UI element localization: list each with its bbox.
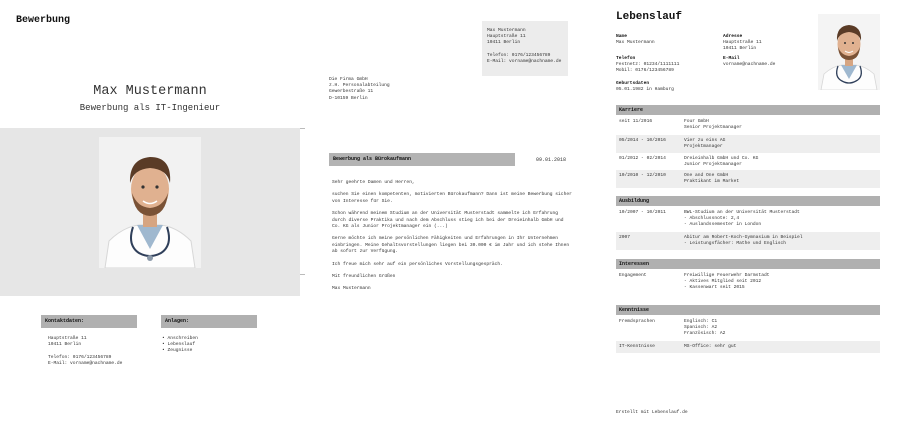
attachment-item: • Lebenslauf bbox=[162, 342, 198, 348]
cv-email-value: vorname@nachname.de bbox=[723, 62, 776, 68]
cv-entry-period: seit 11/2016 bbox=[619, 119, 653, 124]
cv-entry-line: Junior Projektmanager bbox=[684, 162, 742, 168]
cv-entry bbox=[616, 316, 880, 340]
cv-entry-line: Projektmanager bbox=[684, 144, 723, 150]
cv-entry-period: Engagement bbox=[619, 273, 647, 278]
contact-line: Telefon: 0176/123456789 bbox=[48, 354, 112, 360]
cv-name-value: Max Mustermann bbox=[616, 40, 655, 46]
cv-entry-line: Dreieinhalb GmbH und Co. KG bbox=[684, 156, 759, 161]
letter-paragraph: Gerne möchte ich meine persönlichen Fähigkeiten und Erfahrungen in Ihr Unternehmen einbringen. Meine Gehaltsvorstellungen liegen bei 30.000 € im Jahr und ich stehe Ihnen ab sofort zur Verfügung. bbox=[332, 236, 570, 255]
recipient-line: z.H. Personalabteilung bbox=[329, 83, 390, 89]
letter-paragraph: Sehr geehrte Damen und Herren, bbox=[332, 180, 415, 185]
cv-phone-block bbox=[616, 56, 679, 75]
letter-paragraph: Ich freue mich sehr auf ein persönliches Vorstellungsgespräch. bbox=[332, 261, 503, 267]
contact-line: 10411 Berlin bbox=[48, 342, 82, 348]
portrait-illustration bbox=[99, 137, 201, 268]
letter-paragraph: suchen Sie einen kompetenten, motivierten Bürokaufmann? Dann ist meine Bewerbung sicher von Interesse für Sie. bbox=[332, 192, 572, 204]
cv-entry-line: Spanisch: A2 bbox=[684, 325, 718, 331]
cv-address-block bbox=[723, 34, 762, 53]
cv-birth-value: 05.01.1982 in Hamburg bbox=[616, 87, 674, 93]
cv-entry-line: Französisch: A2 bbox=[684, 331, 726, 337]
cv-address-label: Adresse bbox=[723, 34, 743, 39]
cv-entry-line: Four GmbH bbox=[684, 119, 709, 124]
cv-entry bbox=[616, 207, 880, 231]
cv-entry-line: - Aktives Mitglied seit 2012 bbox=[684, 279, 762, 285]
cv-entry-line: - Kassenwart seit 2015 bbox=[684, 285, 745, 291]
cv-entry-period: 05/2014 - 10/2016 bbox=[619, 138, 666, 143]
cv-phone-line: Mobil: 0176/123456789 bbox=[616, 68, 674, 74]
cv-address-line: 10411 Berlin bbox=[723, 46, 757, 52]
cv-entry bbox=[616, 116, 880, 134]
application-subtitle: Bewerbung als IT-Ingenieur bbox=[79, 103, 221, 113]
recipient-line: Gewerbestraße 11 bbox=[329, 89, 374, 95]
sender-line: Max Mustermann bbox=[487, 28, 526, 33]
cv-birth-label: Geburtsdaten bbox=[616, 81, 650, 86]
cv-entry bbox=[616, 232, 880, 250]
cv-entry-period: 10/2010 - 12/2010 bbox=[619, 173, 666, 178]
cv-phone-line: Festnetz: 01234/1111111 bbox=[616, 62, 680, 68]
cover-heading: Bewerbung bbox=[16, 15, 71, 26]
contact-section-heading: Kontaktdaten: bbox=[41, 315, 137, 328]
cv-birth-block bbox=[616, 81, 674, 93]
cv-entry-period: 10/2007 - 10/2011 bbox=[619, 210, 666, 215]
cv-entry-period: Fremdsprachen bbox=[619, 319, 655, 324]
sender-line: E-Mail: vorname@nachname.de bbox=[487, 59, 562, 65]
cv-address-line: Hauptstraße 11 bbox=[723, 40, 762, 46]
letter-subject: Bewerbung als Bürokaufmann bbox=[329, 153, 515, 166]
sender-line: 10411 Berlin bbox=[487, 40, 521, 46]
letter-paragraph: Schon während meinem Studium an der Universität Musterstadt sammelte ich Erfahrung durch diverse Praktika und nach dem Abschluss stieg ich bei der Dreieinhalb GmbH und Co. KG als Junior Projektmanager ein (...) bbox=[332, 211, 564, 230]
letter-signature: Max Mustermann bbox=[332, 286, 371, 292]
attachment-item: • Anschreiben bbox=[162, 336, 198, 342]
applicant-name: Max Mustermann bbox=[93, 84, 207, 99]
cv-entry-line: Vier zu eins AG bbox=[684, 138, 726, 143]
attachment-item: • Zeugnisse bbox=[162, 348, 198, 354]
cv-entry-line: Freiwillige Feuerwehr Darmstadt bbox=[684, 273, 770, 278]
cv-phone-label: Telefon bbox=[616, 56, 636, 61]
cv-entry-line: Abitur am Robert-Koch-Gymnasium in Beispiel bbox=[684, 235, 803, 240]
cv-entry-line: Senior Projektmanager bbox=[684, 125, 742, 131]
cv-entry bbox=[616, 170, 880, 188]
cv-entry-period: IT-Kenntnisse bbox=[619, 344, 655, 349]
cv-name-block bbox=[616, 34, 655, 46]
letter-date: 09.01.2018 bbox=[536, 157, 567, 163]
cv-photo bbox=[818, 14, 880, 90]
attachments-section-heading: Anlagen: bbox=[161, 315, 257, 328]
cv-entry-line: - Leistungsfächer: Mathe und Englisch bbox=[684, 241, 786, 247]
cv-entry-period: 2007 bbox=[619, 235, 631, 240]
recipient-address bbox=[329, 77, 390, 102]
recipient-line: Die Firma GmbH bbox=[329, 77, 368, 82]
cv-entry bbox=[616, 153, 880, 170]
cv-section-heading: Interessen bbox=[616, 259, 880, 269]
cv-entry-line: Praktikant im Market bbox=[684, 179, 740, 185]
applicant-photo bbox=[99, 137, 201, 268]
cv-entry bbox=[616, 270, 880, 296]
cv-email-block bbox=[723, 56, 775, 68]
sender-address-box bbox=[482, 21, 568, 76]
cv-entry-line: BWL-Studium an der Universität Musterstadt bbox=[684, 210, 800, 215]
cv-entry bbox=[616, 135, 880, 153]
sender-line: Telefon: 0176/123456789 bbox=[487, 52, 551, 58]
cv-entry-line: Englisch: C1 bbox=[684, 319, 718, 324]
fold-mark bbox=[300, 274, 305, 275]
cv-entry-line: - Auslandssemester in London bbox=[684, 222, 762, 228]
letter-body bbox=[332, 180, 572, 299]
cv-entry-line: - Abschlussnote: 2,4 bbox=[684, 216, 740, 222]
cv-entry-period: 01/2012 - 02/2014 bbox=[619, 156, 666, 161]
attachments-list bbox=[162, 336, 198, 355]
contact-line: Hauptstraße 11 bbox=[48, 336, 87, 341]
cv-entry-line: MS-Office: sehr gut bbox=[684, 344, 737, 349]
cv-footer-credit: Erstellt mit Lebenslauf.de bbox=[616, 410, 688, 415]
cv-email-label: E-Mail bbox=[723, 56, 740, 61]
portrait-illustration bbox=[818, 14, 880, 90]
cv-entry-line: One and One GmbH bbox=[684, 173, 729, 178]
cv-title: Lebenslauf bbox=[616, 11, 683, 23]
fold-mark bbox=[300, 128, 305, 129]
sender-line: Hauptstraße 11 bbox=[487, 34, 526, 40]
cv-section-heading: Kenntnisse bbox=[616, 305, 880, 315]
recipient-line: D-10159 Berlin bbox=[329, 95, 368, 101]
letter-paragraph: Mit freundlichen Grüßen bbox=[332, 274, 396, 280]
contact-line: E-Mail: vorname@nachname.de bbox=[48, 360, 123, 366]
cv-entry bbox=[616, 341, 880, 353]
cv-section-heading: Karriere bbox=[616, 105, 880, 115]
contact-details bbox=[48, 336, 122, 367]
cv-name-label: Name bbox=[616, 34, 628, 39]
cv-section-heading: Ausbildung bbox=[616, 196, 880, 206]
